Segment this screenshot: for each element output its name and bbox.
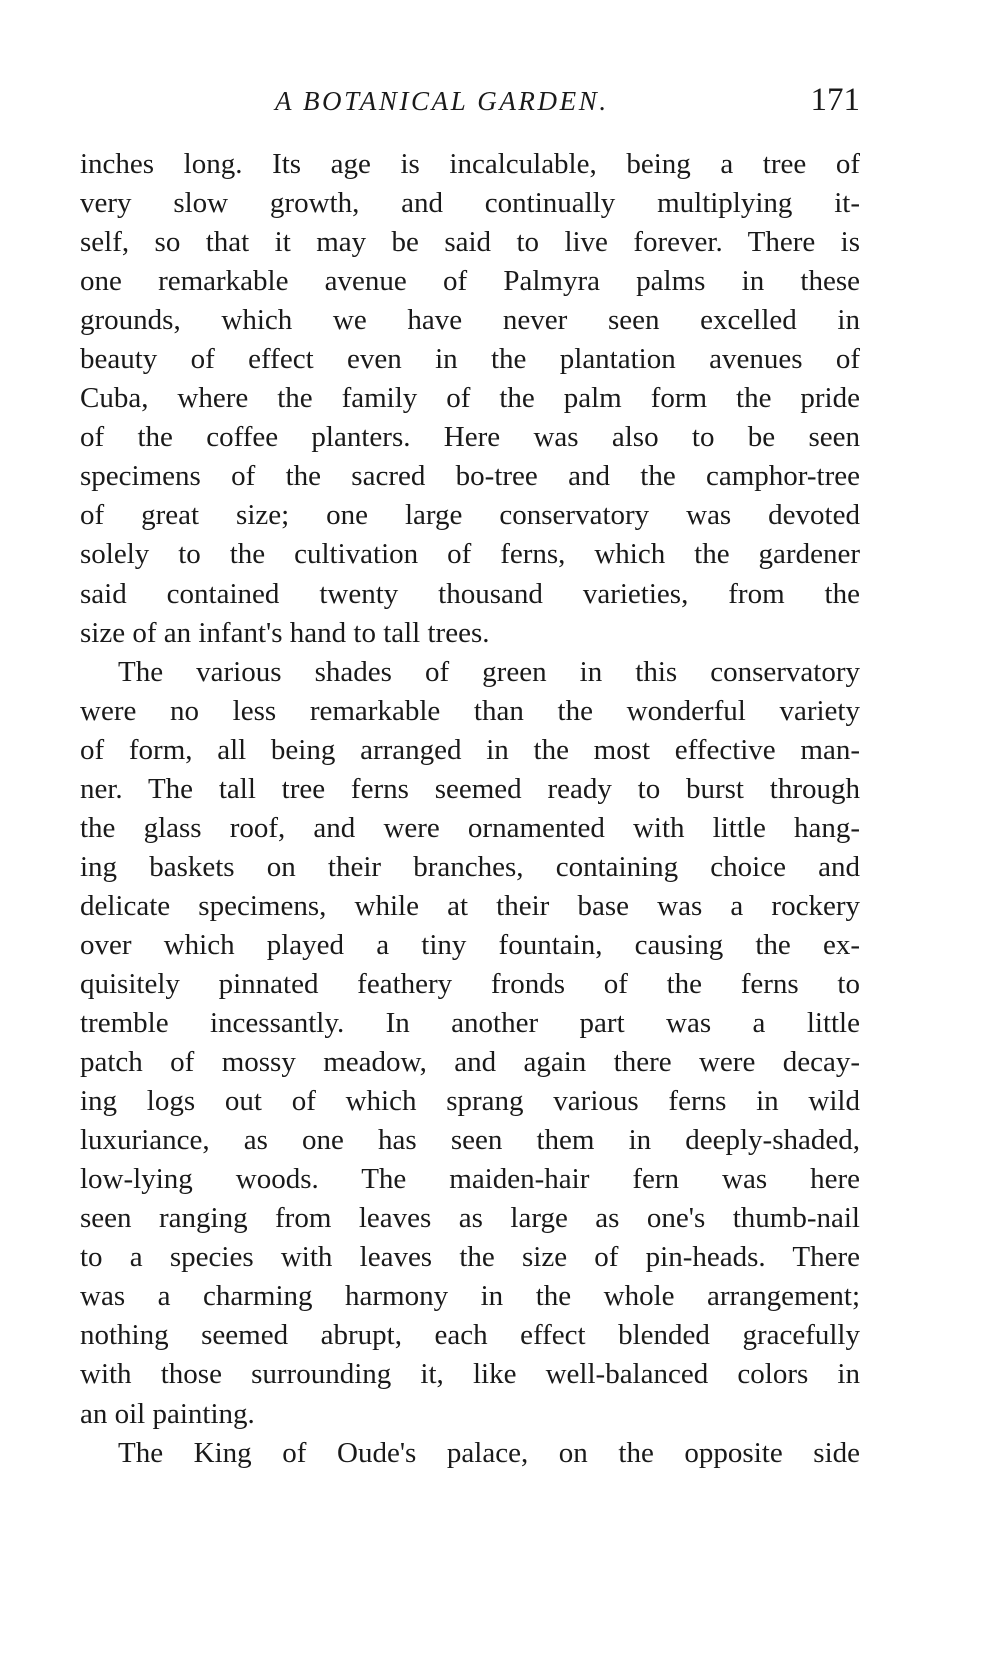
- text-line: of form, all being arranged in the most effective man-: [80, 733, 860, 766]
- text-line: over which played a tiny fountain, causing the ex-: [80, 928, 860, 961]
- text-line: inches long. Its age is incalculable, being a tree of: [80, 148, 860, 180]
- running-title: A BOTANICAL GARDEN.: [275, 86, 609, 116]
- body-text: [80, 145, 860, 1473]
- text-line: patch of mossy meadow, and again there were decay-: [80, 1046, 860, 1079]
- text-line: very slow growth, and continually multiplying it-: [80, 187, 860, 220]
- text-line: of great size; one large conservatory was devoted: [80, 499, 860, 532]
- text-line: nothing seemed abrupt, each effect blended gracefully: [80, 1319, 860, 1352]
- text-line: ing baskets on their branches, containing choice and: [80, 850, 860, 883]
- page-number: 171: [810, 82, 860, 118]
- text-line: low-lying woods. The maiden-hair fern was here: [80, 1163, 860, 1196]
- text-line: was a charming harmony in the whole arrangement;: [80, 1280, 860, 1313]
- text-line: delicate specimens, while at their base was a rockery: [80, 889, 860, 922]
- text-line: The King of Oude's palace, on the opposite side: [118, 1436, 860, 1469]
- text-line: ing logs out of which sprang various ferns in wild: [80, 1085, 860, 1118]
- text-line: ner. The tall tree ferns seemed ready to burst through: [80, 772, 860, 805]
- text-line: quisitely pinnated feathery fronds of the ferns to: [80, 967, 860, 1000]
- text-line: the glass roof, and were ornamented with little hang-: [80, 811, 860, 844]
- text-line: were no less remarkable than the wonderful variety: [80, 694, 860, 727]
- text-line: seen ranging from leaves as large as one's thumb-nail: [80, 1202, 860, 1235]
- text-line: solely to the cultivation of ferns, which the gardener: [80, 538, 860, 571]
- text-line: beauty of effect even in the plantation avenues of: [80, 343, 860, 376]
- text-line: to a species with leaves the size of pin-heads. There: [80, 1241, 860, 1274]
- text-line: self, so that it may be said to live forever. There is: [80, 226, 860, 259]
- text-line: one remarkable avenue of Palmyra palms in these: [80, 265, 860, 298]
- running-head: [80, 82, 860, 130]
- text-line: of the coffee planters. Here was also to be seen: [80, 421, 860, 454]
- text-line: with those surrounding it, like well-balanced colors in: [80, 1358, 860, 1391]
- text-line: said contained twenty thousand varieties, from the: [80, 577, 860, 610]
- text-line: size of an infant's hand to tall trees.: [80, 616, 490, 649]
- text-line: grounds, which we have never seen excelled in: [80, 304, 860, 337]
- text-line: luxuriance, as one has seen them in deeply-shaded,: [80, 1124, 860, 1157]
- text-line: tremble incessantly. In another part was a little: [80, 1007, 860, 1040]
- text-line: The various shades of green in this conservatory: [118, 655, 860, 688]
- text-line: specimens of the sacred bo-tree and the camphor-tree: [80, 460, 860, 493]
- text-line: an oil painting.: [80, 1397, 255, 1430]
- text-line: Cuba, where the family of the palm form the pride: [80, 382, 860, 415]
